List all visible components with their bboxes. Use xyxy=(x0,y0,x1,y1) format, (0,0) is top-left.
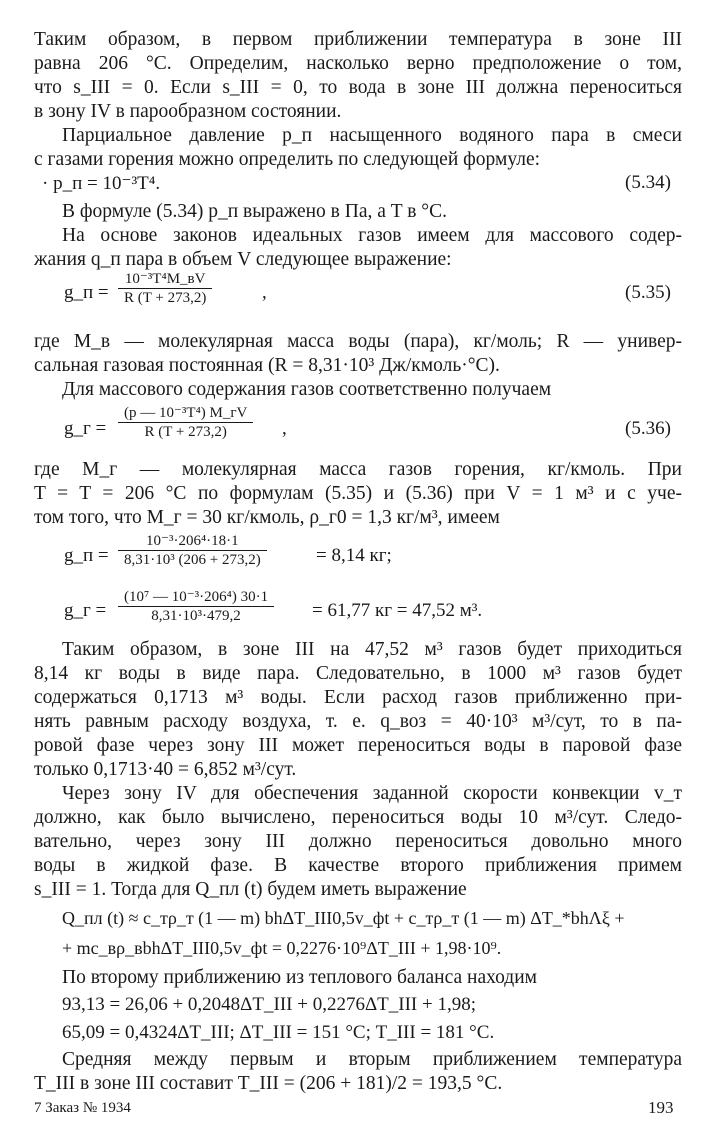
equation-lhs: g_г = xyxy=(64,600,107,621)
fraction-gg xyxy=(118,588,274,625)
equation-balance-1: 93,13 = 26,06 + 0,2048ΔT_III + 0,2276ΔT_III + 1,98; xyxy=(62,994,477,1015)
text-line: что s_III = 0. Если s_III = 0, то вода в зоне III должна переноситься xyxy=(34,77,682,98)
text-line: вательно, через зону III должно переноситься довольно много xyxy=(34,831,682,852)
text-line: По второму приближению из теплового баланса находим xyxy=(62,967,537,988)
equation-number: (5.34) xyxy=(625,172,671,193)
page-number: 193 xyxy=(648,1098,674,1117)
text-line: содержаться 0,1713 м³ воды. Если расход газов приближенно при- xyxy=(34,687,682,708)
text-line: где M_г — молекулярная масса газов горения, кг/кмоль. При xyxy=(34,459,682,480)
text-line: Для массового содержания газов соответственно получаем xyxy=(62,379,552,400)
text-line: Парциальное давление p_п насыщенного водяного пара в смеси xyxy=(62,125,682,146)
equation-5-34: · p_п = 10⁻³T⁴. xyxy=(42,173,161,194)
text-line: Средняя между первым и вторым приближением температура xyxy=(62,1049,682,1070)
equation-lhs: g_п = xyxy=(64,282,109,303)
text-line: нять равным расходу воздуха, т. е. q_воз = 40·10³ м³/сут, то в па- xyxy=(34,711,682,732)
text-line: с газами горения можно определить по следующей формуле: xyxy=(34,149,541,170)
text-line: сальная газовая постоянная (R = 8,31·10³ Дж/кмоль·°С). xyxy=(34,355,500,376)
text-line: В формуле (5.34) p_п выражено в Па, а T в °С. xyxy=(62,201,447,222)
equation-tail: = 8,14 кг; xyxy=(316,545,392,566)
fraction-5-35 xyxy=(118,270,212,307)
equation-number: (5.36) xyxy=(625,418,671,439)
text-line: жания q_п пара в объем V следующее выражение: xyxy=(34,249,452,270)
equation-lhs: g_г = xyxy=(64,418,107,439)
denominator: 8,31·10³·479,2 xyxy=(151,608,241,624)
equation-tail: , xyxy=(282,418,287,439)
text-line: s_III = 1. Тогда для Q_пл (t) будем иметь выражение xyxy=(34,879,467,900)
equation-number: (5.35) xyxy=(625,282,671,303)
text-line: T_III в зоне III составит T_III = (206 + 181)/2 = 193,5 °С. xyxy=(34,1073,503,1094)
text-line: На основе законов идеальных газов имеем для массового содер- xyxy=(62,225,682,246)
numerator: 10⁻³T⁴M_вV xyxy=(124,271,206,287)
text-line: в зону IV в парообразном состоянии. xyxy=(34,101,342,122)
denominator: 8,31·10³ (206 + 273,2) xyxy=(124,552,261,568)
text-line: Таким образом, в первом приближении температура в зоне III xyxy=(34,29,682,50)
text-line: воды в жидкой фазе. В качестве второго приближения примем xyxy=(34,855,682,876)
equation-tail: , xyxy=(262,282,267,303)
print-signature: 7 Заказ № 1934 xyxy=(34,1100,131,1116)
numerator: (10⁷ — 10⁻³·206⁴) 30·1 xyxy=(124,589,269,605)
text-line: Через зону IV для обеспечения заданной скорости конвекции v_т xyxy=(62,783,682,804)
equation-balance-2: 65,09 = 0,4324ΔT_III; ΔT_III = 151 °С; T_III = 181 °С. xyxy=(62,1022,495,1043)
equation-tail: = 61,77 кг = 47,52 м³. xyxy=(312,600,483,621)
fraction-gp xyxy=(118,532,267,569)
equation-q-line-1: Q_пл (t) ≈ c_тρ_т (1 — m) bhΔT_III0,5v_фt + c_тρ_т (1 — m) ΔT_*bhΛξ + xyxy=(62,908,625,928)
text-line: равна 206 °С. Определим, насколько верно предположение о том, xyxy=(34,53,682,74)
text-line: должно, как было вычислено, переноситься воды 10 м³/сут. Следо- xyxy=(34,807,682,828)
numerator: 10⁻³·206⁴·18·1 xyxy=(146,533,239,549)
text-line: том того, что M_г = 30 кг/кмоль, ρ_г0 = 1,3 кг/м³, имеем xyxy=(34,507,500,528)
text-line: только 0,1713·40 = 6,852 м³/сут. xyxy=(34,759,297,780)
text-line: ровой фазе через зону III может переноситься воды в паровой фазе xyxy=(34,735,682,756)
fraction-5-36 xyxy=(118,404,253,441)
text-line: Таким образом, в зоне III на 47,52 м³ газов будет приходиться xyxy=(62,639,682,660)
text-line: T = T = 206 °С по формулам (5.35) и (5.36) при V = 1 м³ и с уче- xyxy=(34,483,682,504)
equation-lhs: g_п = xyxy=(64,545,109,566)
equation-q-line-2: + mc_вρ_вbhΔT_III0,5v_фt = 0,2276·10⁹ΔT_III + 1,98·10⁹. xyxy=(62,938,502,958)
text-line: где M_в — молекулярная масса воды (пара), кг/моль; R — универ- xyxy=(34,331,682,352)
denominator: R (T + 273,2) xyxy=(144,424,227,440)
text-line: 8,14 кг воды в виде пара. Следовательно, в 1000 м³ газов будет xyxy=(34,663,682,684)
numerator: (p — 10⁻³T⁴) M_гV xyxy=(124,405,248,421)
denominator: R (T + 273,2) xyxy=(124,290,207,306)
